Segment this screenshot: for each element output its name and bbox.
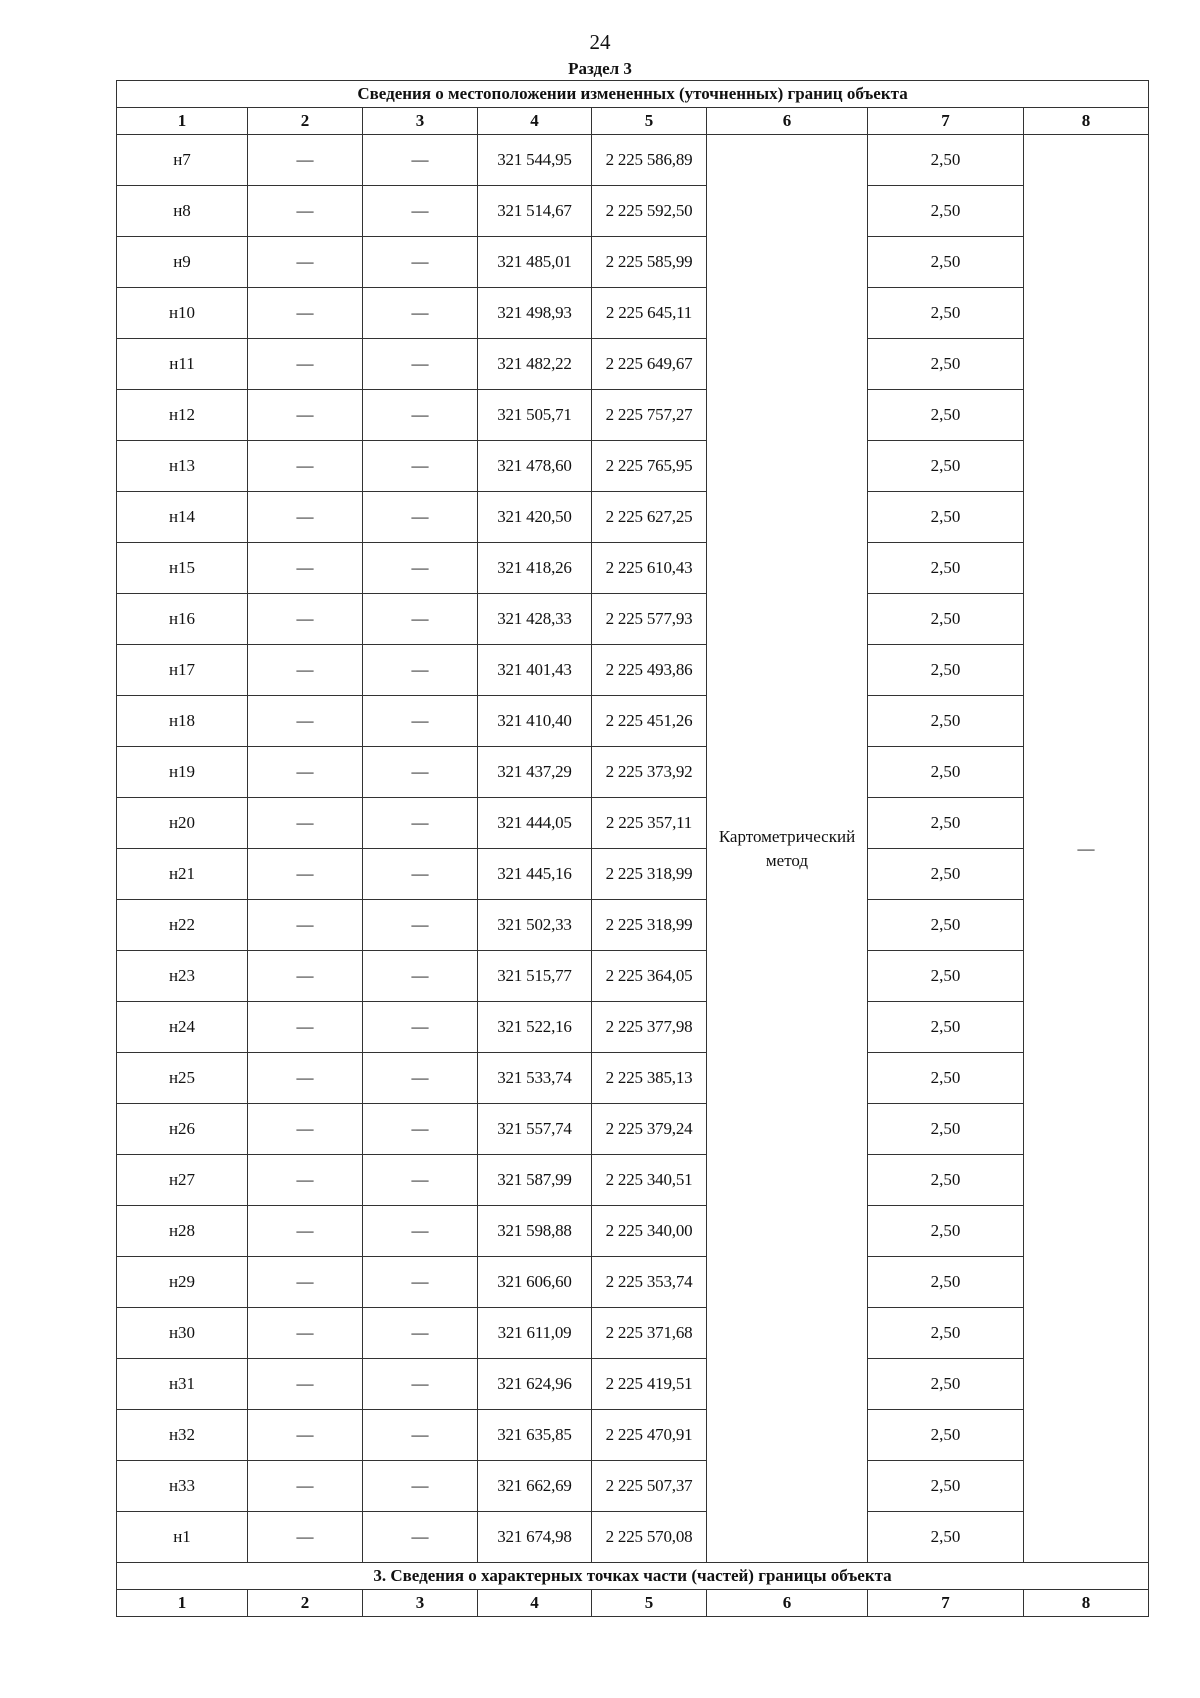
- point-name-cell: н33: [117, 1461, 248, 1512]
- point-name-cell: н26: [117, 1104, 248, 1155]
- column2-cell: —: [248, 1155, 363, 1206]
- accuracy-cell: 2,50: [868, 1512, 1024, 1563]
- x-coordinate-cell: 321 674,98: [478, 1512, 592, 1563]
- accuracy-cell: 2,50: [868, 849, 1024, 900]
- x-coordinate-cell: 321 437,29: [478, 747, 592, 798]
- x-coordinate-cell: 321 410,40: [478, 696, 592, 747]
- column-number: 5: [592, 1590, 707, 1617]
- y-coordinate-cell: 2 225 377,98: [592, 1002, 707, 1053]
- x-coordinate-cell: 321 515,77: [478, 951, 592, 1002]
- column2-cell: —: [248, 492, 363, 543]
- column2-cell: —: [248, 1410, 363, 1461]
- column3-cell: —: [363, 747, 478, 798]
- table-row: [117, 798, 1149, 849]
- table-row: [117, 492, 1149, 543]
- y-coordinate-cell: 2 225 577,93: [592, 594, 707, 645]
- accuracy-cell: 2,50: [868, 339, 1024, 390]
- column3-cell: —: [363, 849, 478, 900]
- column3-cell: —: [363, 696, 478, 747]
- x-coordinate-cell: 321 428,33: [478, 594, 592, 645]
- x-coordinate-cell: 321 662,69: [478, 1461, 592, 1512]
- column3-cell: —: [363, 951, 478, 1002]
- column3-cell: —: [363, 492, 478, 543]
- column2-cell: —: [248, 339, 363, 390]
- table-row: [117, 1410, 1149, 1461]
- point-name-cell: н1: [117, 1512, 248, 1563]
- point-name-cell: н16: [117, 594, 248, 645]
- x-coordinate-cell: 321 522,16: [478, 1002, 592, 1053]
- column2-cell: —: [248, 1308, 363, 1359]
- column3-cell: —: [363, 1308, 478, 1359]
- column3-cell: —: [363, 543, 478, 594]
- y-coordinate-cell: 2 225 451,26: [592, 696, 707, 747]
- column3-cell: —: [363, 339, 478, 390]
- column2-cell: —: [248, 1053, 363, 1104]
- table-row: [117, 747, 1149, 798]
- y-coordinate-cell: 2 225 385,13: [592, 1053, 707, 1104]
- column2-cell: —: [248, 441, 363, 492]
- table-row: [117, 1053, 1149, 1104]
- y-coordinate-cell: 2 225 507,37: [592, 1461, 707, 1512]
- column-number: 2: [248, 108, 363, 135]
- x-coordinate-cell: 321 485,01: [478, 237, 592, 288]
- column2-cell: —: [248, 288, 363, 339]
- column2-cell: —: [248, 798, 363, 849]
- y-coordinate-cell: 2 225 340,51: [592, 1155, 707, 1206]
- column3-cell: —: [363, 186, 478, 237]
- accuracy-cell: 2,50: [868, 1206, 1024, 1257]
- column-number: 7: [868, 1590, 1024, 1617]
- table-row: [117, 849, 1149, 900]
- y-coordinate-cell: 2 225 585,99: [592, 237, 707, 288]
- x-coordinate-cell: 321 611,09: [478, 1308, 592, 1359]
- table-row: [117, 900, 1149, 951]
- accuracy-cell: 2,50: [868, 492, 1024, 543]
- y-coordinate-cell: 2 225 340,00: [592, 1206, 707, 1257]
- accuracy-cell: 2,50: [868, 543, 1024, 594]
- table-row: [117, 1257, 1149, 1308]
- x-coordinate-cell: 321 606,60: [478, 1257, 592, 1308]
- accuracy-cell: 2,50: [868, 1104, 1024, 1155]
- section-title: Раздел 3: [568, 59, 632, 78]
- column2-cell: —: [248, 543, 363, 594]
- column3-cell: —: [363, 1155, 478, 1206]
- accuracy-cell: 2,50: [868, 594, 1024, 645]
- y-coordinate-cell: 2 225 373,92: [592, 747, 707, 798]
- column-number: 5: [592, 108, 707, 135]
- table-row: [117, 1155, 1149, 1206]
- y-coordinate-cell: 2 225 570,08: [592, 1512, 707, 1563]
- accuracy-cell: 2,50: [868, 1308, 1024, 1359]
- column3-cell: —: [363, 1257, 478, 1308]
- accuracy-cell: 2,50: [868, 1053, 1024, 1104]
- column3-cell: —: [363, 594, 478, 645]
- point-name-cell: н32: [117, 1410, 248, 1461]
- point-name-cell: н10: [117, 288, 248, 339]
- column3-cell: —: [363, 237, 478, 288]
- column-number: 6: [707, 1590, 868, 1617]
- table-row: [117, 1308, 1149, 1359]
- accuracy-cell: 2,50: [868, 1359, 1024, 1410]
- column3-cell: —: [363, 288, 478, 339]
- table-header-band: Сведения о местоположении измененных (уточненных) границ объекта: [117, 81, 1149, 108]
- accuracy-cell: 2,50: [868, 1002, 1024, 1053]
- y-coordinate-cell: 2 225 627,25: [592, 492, 707, 543]
- column-number: 8: [1024, 1590, 1149, 1617]
- column3-cell: —: [363, 1410, 478, 1461]
- table-row: [117, 1002, 1149, 1053]
- y-coordinate-cell: 2 225 493,86: [592, 645, 707, 696]
- column2-cell: —: [248, 645, 363, 696]
- column2-cell: —: [248, 1512, 363, 1563]
- x-coordinate-cell: 321 482,22: [478, 339, 592, 390]
- y-coordinate-cell: 2 225 470,91: [592, 1410, 707, 1461]
- column3-cell: —: [363, 1206, 478, 1257]
- point-name-cell: н30: [117, 1308, 248, 1359]
- x-coordinate-cell: 321 401,43: [478, 645, 592, 696]
- column-number: 8: [1024, 108, 1149, 135]
- column2-cell: —: [248, 1206, 363, 1257]
- table-row: [117, 696, 1149, 747]
- x-coordinate-cell: 321 420,50: [478, 492, 592, 543]
- accuracy-cell: 2,50: [868, 798, 1024, 849]
- x-coordinate-cell: 321 624,96: [478, 1359, 592, 1410]
- table-row: [117, 1104, 1149, 1155]
- page-number: 24: [589, 30, 611, 54]
- column3-cell: —: [363, 390, 478, 441]
- x-coordinate-cell: 321 498,93: [478, 288, 592, 339]
- point-name-cell: н28: [117, 1206, 248, 1257]
- accuracy-cell: 2,50: [868, 747, 1024, 798]
- table-row: [117, 543, 1149, 594]
- table-row: [117, 594, 1149, 645]
- table-row: [117, 951, 1149, 1002]
- column-number: 4: [478, 108, 592, 135]
- accuracy-cell: 2,50: [868, 441, 1024, 492]
- point-name-cell: н25: [117, 1053, 248, 1104]
- column3-cell: —: [363, 1002, 478, 1053]
- column3-cell: —: [363, 900, 478, 951]
- table-footer-band: 3. Сведения о характерных точках части (частей) границы объекта: [117, 1563, 1149, 1590]
- y-coordinate-cell: 2 225 353,74: [592, 1257, 707, 1308]
- point-name-cell: н18: [117, 696, 248, 747]
- column2-cell: —: [248, 390, 363, 441]
- column2-cell: —: [248, 849, 363, 900]
- column2-cell: —: [248, 237, 363, 288]
- column2-cell: —: [248, 186, 363, 237]
- point-name-cell: н9: [117, 237, 248, 288]
- point-name-cell: н7: [117, 135, 248, 186]
- accuracy-cell: 2,50: [868, 951, 1024, 1002]
- column3-cell: —: [363, 645, 478, 696]
- accuracy-cell: 2,50: [868, 135, 1024, 186]
- point-name-cell: н27: [117, 1155, 248, 1206]
- y-coordinate-cell: 2 225 357,11: [592, 798, 707, 849]
- point-name-cell: н13: [117, 441, 248, 492]
- table-row: [117, 339, 1149, 390]
- column-number: 3: [363, 108, 478, 135]
- column2-cell: —: [248, 135, 363, 186]
- y-coordinate-cell: 2 225 757,27: [592, 390, 707, 441]
- point-name-cell: н31: [117, 1359, 248, 1410]
- column-number: 4: [478, 1590, 592, 1617]
- column2-cell: —: [248, 747, 363, 798]
- accuracy-cell: 2,50: [868, 1257, 1024, 1308]
- column-number: 7: [868, 108, 1024, 135]
- x-coordinate-cell: 321 444,05: [478, 798, 592, 849]
- column2-cell: —: [248, 696, 363, 747]
- boundary-table: [116, 80, 1149, 1617]
- y-coordinate-cell: 2 225 371,68: [592, 1308, 707, 1359]
- x-coordinate-cell: 321 635,85: [478, 1410, 592, 1461]
- y-coordinate-cell: 2 225 379,24: [592, 1104, 707, 1155]
- accuracy-cell: 2,50: [868, 1461, 1024, 1512]
- column2-cell: —: [248, 900, 363, 951]
- column2-cell: —: [248, 1257, 363, 1308]
- x-coordinate-cell: 321 587,99: [478, 1155, 592, 1206]
- y-coordinate-cell: 2 225 610,43: [592, 543, 707, 594]
- point-name-cell: н20: [117, 798, 248, 849]
- point-name-cell: н21: [117, 849, 248, 900]
- column-number: 2: [248, 1590, 363, 1617]
- table-row: [117, 135, 1149, 186]
- accuracy-cell: 2,50: [868, 237, 1024, 288]
- x-coordinate-cell: 321 418,26: [478, 543, 592, 594]
- table-row: [117, 237, 1149, 288]
- table-row: [117, 441, 1149, 492]
- column2-cell: —: [248, 1104, 363, 1155]
- column2-cell: —: [248, 594, 363, 645]
- table-row: [117, 288, 1149, 339]
- table-row: [117, 390, 1149, 441]
- point-name-cell: н22: [117, 900, 248, 951]
- column2-cell: —: [248, 1461, 363, 1512]
- column-number: 1: [117, 1590, 248, 1617]
- column3-cell: —: [363, 798, 478, 849]
- point-name-cell: н8: [117, 186, 248, 237]
- y-coordinate-cell: 2 225 586,89: [592, 135, 707, 186]
- accuracy-cell: 2,50: [868, 1410, 1024, 1461]
- column-number: 1: [117, 108, 248, 135]
- accuracy-cell: 2,50: [868, 186, 1024, 237]
- accuracy-cell: 2,50: [868, 645, 1024, 696]
- method-cell: Картометрический метод: [707, 135, 868, 1563]
- x-coordinate-cell: 321 502,33: [478, 900, 592, 951]
- accuracy-cell: 2,50: [868, 900, 1024, 951]
- table-row: [117, 1359, 1149, 1410]
- column3-cell: —: [363, 1512, 478, 1563]
- point-name-cell: н29: [117, 1257, 248, 1308]
- column3-cell: —: [363, 441, 478, 492]
- y-coordinate-cell: 2 225 592,50: [592, 186, 707, 237]
- column3-cell: —: [363, 1104, 478, 1155]
- table-row: [117, 1206, 1149, 1257]
- column3-cell: —: [363, 1053, 478, 1104]
- column3-cell: —: [363, 135, 478, 186]
- y-coordinate-cell: 2 225 765,95: [592, 441, 707, 492]
- column3-cell: —: [363, 1461, 478, 1512]
- table-row: [117, 645, 1149, 696]
- column-number: 6: [707, 108, 868, 135]
- x-coordinate-cell: 321 478,60: [478, 441, 592, 492]
- y-coordinate-cell: 2 225 649,67: [592, 339, 707, 390]
- column2-cell: —: [248, 1359, 363, 1410]
- table-row: [117, 186, 1149, 237]
- column3-cell: —: [363, 1359, 478, 1410]
- y-coordinate-cell: 2 225 318,99: [592, 849, 707, 900]
- x-coordinate-cell: 321 544,95: [478, 135, 592, 186]
- point-name-cell: н19: [117, 747, 248, 798]
- x-coordinate-cell: 321 598,88: [478, 1206, 592, 1257]
- y-coordinate-cell: 2 225 645,11: [592, 288, 707, 339]
- column2-cell: —: [248, 951, 363, 1002]
- y-coordinate-cell: 2 225 318,99: [592, 900, 707, 951]
- x-coordinate-cell: 321 514,67: [478, 186, 592, 237]
- column8-cell: —: [1024, 135, 1149, 1563]
- table-row: [117, 1512, 1149, 1563]
- point-name-cell: н17: [117, 645, 248, 696]
- accuracy-cell: 2,50: [868, 696, 1024, 747]
- x-coordinate-cell: 321 533,74: [478, 1053, 592, 1104]
- point-name-cell: н23: [117, 951, 248, 1002]
- table-row: [117, 1461, 1149, 1512]
- accuracy-cell: 2,50: [868, 1155, 1024, 1206]
- accuracy-cell: 2,50: [868, 390, 1024, 441]
- y-coordinate-cell: 2 225 364,05: [592, 951, 707, 1002]
- point-name-cell: н11: [117, 339, 248, 390]
- point-name-cell: н14: [117, 492, 248, 543]
- x-coordinate-cell: 321 557,74: [478, 1104, 592, 1155]
- x-coordinate-cell: 321 445,16: [478, 849, 592, 900]
- column2-cell: —: [248, 1002, 363, 1053]
- point-name-cell: н12: [117, 390, 248, 441]
- x-coordinate-cell: 321 505,71: [478, 390, 592, 441]
- point-name-cell: н24: [117, 1002, 248, 1053]
- accuracy-cell: 2,50: [868, 288, 1024, 339]
- point-name-cell: н15: [117, 543, 248, 594]
- column-number: 3: [363, 1590, 478, 1617]
- y-coordinate-cell: 2 225 419,51: [592, 1359, 707, 1410]
